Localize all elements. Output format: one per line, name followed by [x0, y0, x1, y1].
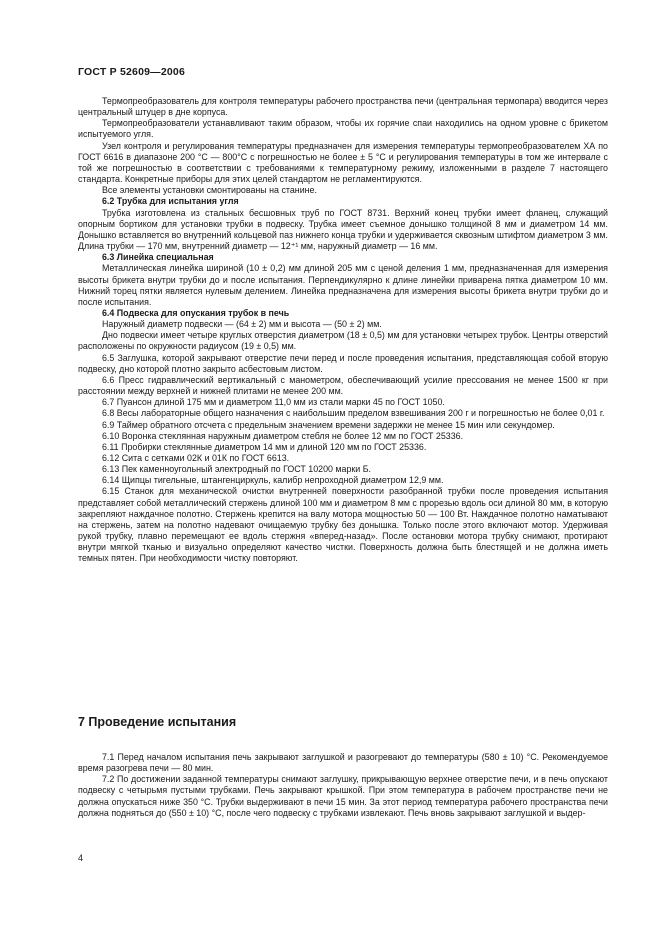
paragraph: Металлическая линейка шириной (10 ± 0,2) мм длиной 205 мм с ценой деления 1 мм, предназначенная для измерения высоты брикета внутри трубки до и после испытания. Перпендикулярно к длине линейки приварена пятка диаметром 10 мм. Нижний торец пятки является нулевым делением. Линейка предназначена для измерения высоты брикета внутри трубки до и после испытания. [78, 263, 608, 307]
paragraph: 6.9 Таймер обратного отсчета с предельным значением времени задержки не менее 15 мин или секундомер. [102, 419, 555, 430]
paragraph: 6.6 Пресс гидравлический вертикальный с манометром, обеспечивающий усилие прессования не менее 1500 кг при расстоянии между верхней и нижней плитами не менее 200 мм. [78, 374, 608, 397]
section-7-body [78, 752, 608, 819]
paragraph: 6.13 Пек каменноугольный электродный по ГОСТ 10200 марки Б. [102, 464, 372, 475]
paragraph: Трубка изготовлена из стальных бесшовных труб по ГОСТ 8731. Верхний конец трубки имеет фланец, служащий опорным бортиком для установки трубки в подвеску. Трубка имеет съемное донышко толщиной 8 мм и диаметром 14 мм. Донышко вставляется во внутренний кольцевой паз нижнего конца трубки и удерживается сквозным штифтом диаметром 3 мм. Длина трубки — 170 мм, внутренний диаметр — 12⁺¹ мм, наружный диаметр — 16 мм. [78, 207, 608, 252]
paragraph: 6.10 Воронка стеклянная наружным диаметром стебля не более 12 мм по ГОСТ 25336. [102, 430, 464, 441]
document-header: ГОСТ Р 52609—2006 [78, 66, 186, 78]
paragraph: Наружный диаметр подвески — (64 ± 2) мм и высота — (50 ± 2) мм. [102, 319, 382, 330]
section-7-heading: 7 Проведение испытания [78, 715, 237, 729]
paragraph: Термопреобразователь для контроля температуры рабочего пространства печи (центральная термопара) вводится через центральный штуцер в дне корпуса. [78, 96, 608, 118]
subsection-heading: 6.3 Линейка специальная [102, 252, 214, 263]
paragraph: 6.8 Весы лабораторные общего назначения с наибольшим пределом взвешивания 200 г и погрешностью не более 0,01 г. [102, 408, 605, 419]
paragraph: 6.5 Заглушка, которой закрывают отверстие печи перед и после проведения испытания, представляющая собой вторую подвеску, дно которой плотно закрыто асбестовым листом. [78, 352, 608, 374]
page-number: 4 [78, 853, 84, 863]
subsection-heading: 6.4 Подвеска для опускания трубок в печь [102, 307, 290, 318]
paragraph: 6.14 Щипцы тигельные, штангенциркуль, калибр непроходной диаметром 12,9 мм. [102, 475, 444, 486]
paragraph: 6.12 Сита с сетками 02К и 01К по ГОСТ 6613. [102, 453, 290, 463]
paragraph: Термопреобразователи устанавливают таким образом, чтобы их горячие спаи находились на одном уровне с брикетом испытуемого угля. [78, 118, 608, 140]
subsection-heading: 6.2 Трубка для испытания угля [102, 196, 239, 207]
paragraph: Дно подвески имеет четыре круглых отверстия диаметром (18 ± 0,5) мм для установки четырех трубок. Центры отверстий расположены по окружности радиусом (19 ± 0,5) мм. [78, 330, 608, 352]
paragraph: 6.11 Пробирки стеклянные диаметром 14 мм и длиной 120 мм по ГОСТ 25336. [102, 441, 427, 452]
paragraph: 6.7 Пуансон длиной 175 мм и диаметром 11,0 мм из стали марки 45 по ГОСТ 1050. [102, 397, 445, 408]
section-6-body [78, 96, 608, 565]
paragraph: 7.1 Перед началом испытания печь закрывают заглушкой и разогревают до температуры (580 ± 10) °С. Рекомендуемое время разогрева печи — 80 мин. [78, 752, 608, 774]
paragraph: Все элементы установки смонтированы на станине. [102, 185, 317, 196]
paragraph: Узел контроля и регулирования температуры предназначен для измерения температуры термопреобразователем ХА по ГОСТ 6616 в диапазоне 200 °С — 800°С с погрешностью не более ± 5 °С и регулирования температуры в том же интервале с той же погрешностью в соответствии с требованиями к температурному режиму, изложенными в разделе 7 настоящего стандарта. Конкретные приборы для этих целей стандартом не регламентируются. [78, 140, 608, 185]
paragraph: 6.15 Станок для механической очистки внутренней поверхности разобранной трубки после проведения испытания представляет собой металлический стержень длиной 100 мм и диаметром 8 мм с прорезью вдоль оси длиной 80 мм, в которую закрепляют наждачное полотно. Стержень крепится на валу мотора мощностью 50 — 100 Вт. Наждачное полотно наматывают на стержень, затем на полотно надевают очищаемую трубку без донышка. Только после этого включают мотор. Удерживая рукой трубку, плавно перемещают ее вдоль стержня «вперед-назад». После остановки мотора трубку снимают, протирают внутри мягкой тканью и визуально определяют качество чистки. Поверхность должна быть блестящей и не должна иметь темных пятен. При необходимости чистку повторяют. [78, 486, 608, 564]
paragraph: 7.2 По достижении заданной температуры снимают заглушку, прикрывающую верхнее отверстие печи, и в печь опускают подвеску с четырьмя пустыми трубками. Печь закрывают крышкой. При этом температура в рабочем пространстве печи не должна опускаться ниже 350 °С. Трубки выдерживают в печи 15 мин. За этот период температура рабочего пространства печи должна подняться до (550 ± 10) °С, после чего подвеску с трубками извлекают. Печь вновь закрывают заглушкой и выдер- [78, 774, 608, 818]
